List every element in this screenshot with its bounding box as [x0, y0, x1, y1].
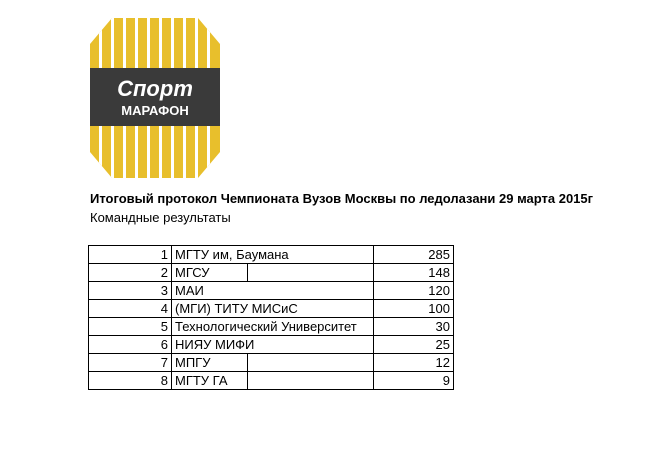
result-row	[89, 372, 454, 390]
result-team: МГСУ	[172, 264, 248, 282]
result-points: 100	[374, 300, 454, 318]
result-points: 9	[374, 372, 454, 390]
result-row	[89, 300, 454, 318]
result-rank: 1	[89, 246, 172, 264]
results-table-body	[89, 246, 454, 390]
result-empty-cell	[248, 264, 374, 282]
result-rank: 3	[89, 282, 172, 300]
result-team: (МГИ) ТИТУ МИСиС	[172, 300, 374, 318]
result-row	[89, 336, 454, 354]
result-row	[89, 264, 454, 282]
results-table	[88, 245, 454, 390]
result-row	[89, 282, 454, 300]
logo-line1: Спорт	[117, 76, 193, 101]
result-empty-cell	[248, 372, 374, 390]
result-row	[89, 318, 454, 336]
result-rank: 5	[89, 318, 172, 336]
sport-marathon-logo	[90, 18, 220, 178]
result-points: 25	[374, 336, 454, 354]
result-rank: 4	[89, 300, 172, 318]
result-team: МГТУ им, Баумана	[172, 246, 374, 264]
result-rank: 8	[89, 372, 172, 390]
protocol-subtitle: Командные результаты	[90, 210, 231, 225]
result-points: 120	[374, 282, 454, 300]
result-points: 30	[374, 318, 454, 336]
result-points: 12	[374, 354, 454, 372]
logo-line2: МАРАФОН	[121, 103, 189, 118]
result-team: Технологический Университет	[172, 318, 374, 336]
result-row	[89, 246, 454, 264]
result-team: МАИ	[172, 282, 374, 300]
result-team: МГТУ ГА	[172, 372, 248, 390]
protocol-title: Итоговый протокол Чемпионата Вузов Москвы по ледолазани 29 марта 2015г	[90, 191, 594, 206]
result-empty-cell	[248, 354, 374, 372]
result-rank: 7	[89, 354, 172, 372]
result-points: 148	[374, 264, 454, 282]
result-points: 285	[374, 246, 454, 264]
result-team: МПГУ	[172, 354, 248, 372]
result-row	[89, 354, 454, 372]
logo-emblem-icon	[90, 18, 220, 178]
result-team: НИЯУ МИФИ	[172, 336, 374, 354]
result-rank: 2	[89, 264, 172, 282]
result-rank: 6	[89, 336, 172, 354]
